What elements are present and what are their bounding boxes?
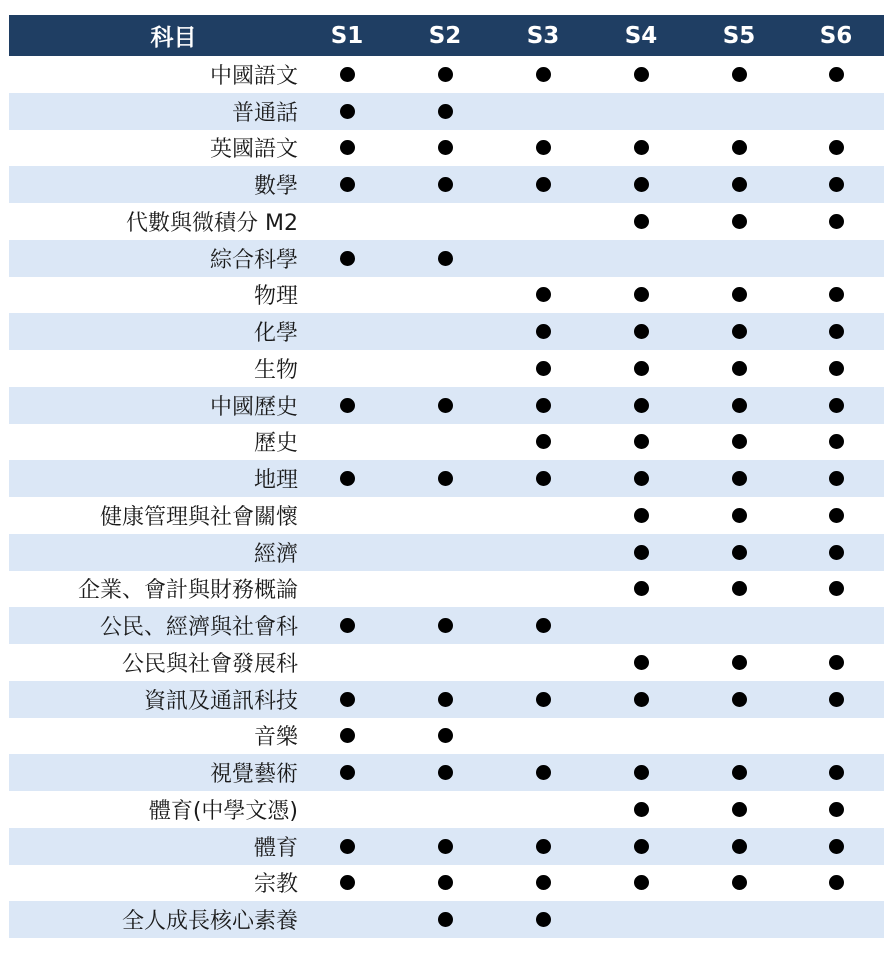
level-cell-s3 [494,912,592,927]
level-cell-s5 [690,545,788,560]
offered-dot-icon [634,545,649,560]
level-cell-s4 [592,67,690,82]
offered-dot-icon [829,140,844,155]
table-row [9,828,884,865]
level-cell-s5 [690,581,788,596]
table-row [9,203,884,240]
offered-dot-icon [732,214,747,229]
level-cell-s3 [494,398,592,413]
offered-dot-icon [438,140,453,155]
level-cell-s4 [592,875,690,890]
level-cell-s6 [788,361,884,376]
subject-name: 生物 [253,357,298,383]
offered-dot-icon [732,434,747,449]
offered-dot-icon [634,140,649,155]
subject-name: 音樂 [253,725,298,751]
level-cell-s5 [690,471,788,486]
level-cell-s6 [788,140,884,155]
level-cell-s5 [690,875,788,890]
table-row [9,718,884,755]
subject-name: 視覺藝術 [209,762,298,788]
offered-dot-icon [340,839,355,854]
column-header-s2: S2 [428,22,462,49]
level-cell-s6 [788,581,884,596]
offered-dot-icon [438,177,453,192]
table-row [9,754,884,791]
offered-dot-icon [536,398,551,413]
offered-dot-icon [634,802,649,817]
offered-dot-icon [829,324,844,339]
level-cell-s5 [690,361,788,376]
level-cell-s6 [788,875,884,890]
offered-dot-icon [829,177,844,192]
offered-dot-icon [536,140,551,155]
subject-name: 綜合科學 [209,247,298,273]
level-cell-s3 [494,324,592,339]
offered-dot-icon [634,875,649,890]
offered-dot-icon [732,802,747,817]
offered-dot-icon [438,692,453,707]
offered-dot-icon [732,765,747,780]
subject-name: 公民、經濟與社會科 [99,615,298,641]
level-cell-s1 [298,692,396,707]
offered-dot-icon [634,287,649,302]
offered-dot-icon [536,618,551,633]
level-cell-s5 [690,839,788,854]
level-cell-s2 [396,875,494,890]
offered-dot-icon [829,765,844,780]
subject-name: 經濟 [253,541,298,567]
table-row [9,865,884,902]
offered-dot-icon [829,655,844,670]
level-cell-s4 [592,692,690,707]
subject-name: 化學 [253,321,298,347]
subject-name: 中國歷史 [209,394,298,420]
level-cell-s6 [788,287,884,302]
level-cell-s6 [788,545,884,560]
level-cell-s2 [396,692,494,707]
level-cell-s1 [298,251,396,266]
level-cell-s3 [494,67,592,82]
table-row [9,166,884,203]
level-cell-s6 [788,839,884,854]
offered-dot-icon [536,287,551,302]
subject-name: 體育 [253,835,298,861]
subject-name: 歷史 [253,431,298,457]
offered-dot-icon [340,104,355,119]
level-cell-s2 [396,177,494,192]
level-cell-s4 [592,581,690,596]
level-cell-s4 [592,508,690,523]
offered-dot-icon [634,67,649,82]
offered-dot-icon [438,251,453,266]
offered-dot-icon [340,177,355,192]
subject-name: 全人成長核心素養 [121,909,298,935]
subject-name: 數學 [253,174,298,200]
offered-dot-icon [829,508,844,523]
subject-name: 宗教 [253,872,298,898]
level-cell-s2 [396,251,494,266]
offered-dot-icon [732,324,747,339]
table-row [9,350,884,387]
offered-dot-icon [340,140,355,155]
table-header [9,15,884,56]
level-cell-s5 [690,655,788,670]
offered-dot-icon [634,839,649,854]
level-cell-s3 [494,839,592,854]
table-row [9,424,884,461]
level-cell-s5 [690,692,788,707]
offered-dot-icon [732,581,747,596]
level-cell-s1 [298,875,396,890]
offered-dot-icon [340,398,355,413]
table-row [9,460,884,497]
level-cell-s6 [788,324,884,339]
level-cell-s3 [494,692,592,707]
level-cell-s5 [690,508,788,523]
offered-dot-icon [536,692,551,707]
level-cell-s4 [592,361,690,376]
level-cell-s6 [788,214,884,229]
offered-dot-icon [438,839,453,854]
level-cell-s1 [298,728,396,743]
level-cell-s1 [298,471,396,486]
offered-dot-icon [340,728,355,743]
offered-dot-icon [829,802,844,817]
level-cell-s5 [690,398,788,413]
table-row [9,313,884,350]
subject-name: 地理 [253,468,298,494]
level-cell-s1 [298,839,396,854]
level-cell-s2 [396,398,494,413]
offered-dot-icon [438,104,453,119]
table-row [9,240,884,277]
level-cell-s6 [788,177,884,192]
offered-dot-icon [340,618,355,633]
offered-dot-icon [732,692,747,707]
offered-dot-icon [732,177,747,192]
level-cell-s5 [690,214,788,229]
table-row [9,130,884,167]
offered-dot-icon [536,177,551,192]
level-cell-s1 [298,177,396,192]
table-row [9,497,884,534]
offered-dot-icon [634,692,649,707]
table-row [9,387,884,424]
offered-dot-icon [438,471,453,486]
offered-dot-icon [732,67,747,82]
column-header-s4: S4 [624,22,658,49]
level-cell-s1 [298,398,396,413]
offered-dot-icon [438,728,453,743]
column-header-s6: S6 [819,22,853,49]
offered-dot-icon [634,324,649,339]
subject-name: 健康管理與社會關懷 [99,504,298,530]
level-cell-s2 [396,104,494,119]
offered-dot-icon [634,214,649,229]
offered-dot-icon [732,361,747,376]
offered-dot-icon [536,361,551,376]
level-cell-s5 [690,434,788,449]
level-cell-s4 [592,802,690,817]
level-cell-s4 [592,398,690,413]
offered-dot-icon [536,434,551,449]
level-cell-s2 [396,912,494,927]
level-cell-s4 [592,287,690,302]
level-cell-s6 [788,655,884,670]
offered-dot-icon [340,765,355,780]
table-row [9,571,884,608]
level-cell-s2 [396,67,494,82]
level-cell-s2 [396,728,494,743]
offered-dot-icon [438,912,453,927]
level-cell-s1 [298,765,396,780]
column-header-s1: S1 [330,22,364,49]
level-cell-s2 [396,471,494,486]
column-header-s5: S5 [722,22,756,49]
subject-name: 資訊及通訊科技 [143,688,298,714]
table-row [9,56,884,93]
level-cell-s6 [788,508,884,523]
offered-dot-icon [340,875,355,890]
offered-dot-icon [536,912,551,927]
offered-dot-icon [732,655,747,670]
offered-dot-icon [829,361,844,376]
offered-dot-icon [536,471,551,486]
level-cell-s6 [788,398,884,413]
subject-column-header: 科目 [150,25,197,51]
offered-dot-icon [634,361,649,376]
level-cell-s4 [592,140,690,155]
offered-dot-icon [634,471,649,486]
level-cell-s6 [788,434,884,449]
table-body [9,56,884,938]
subject-name: 中國語文 [209,63,298,89]
offered-dot-icon [340,471,355,486]
level-cell-s1 [298,67,396,82]
subject-name: 企業、會計與財務概論 [77,578,298,604]
subject-name: 體育(中學文憑) [148,798,298,824]
offered-dot-icon [634,765,649,780]
level-cell-s4 [592,434,690,449]
level-cell-s3 [494,471,592,486]
offered-dot-icon [732,875,747,890]
offered-dot-icon [536,324,551,339]
offered-dot-icon [829,214,844,229]
level-cell-s3 [494,875,592,890]
level-cell-s5 [690,765,788,780]
level-cell-s1 [298,618,396,633]
level-cell-s5 [690,177,788,192]
level-cell-s4 [592,471,690,486]
level-cell-s4 [592,545,690,560]
offered-dot-icon [634,581,649,596]
offered-dot-icon [732,287,747,302]
level-cell-s4 [592,324,690,339]
offered-dot-icon [829,287,844,302]
subject-name: 英國語文 [209,137,298,163]
offered-dot-icon [732,508,747,523]
column-header-s3: S3 [526,22,560,49]
table-row [9,681,884,718]
subject-name: 物理 [253,284,298,310]
offered-dot-icon [732,839,747,854]
level-cell-s5 [690,287,788,302]
offered-dot-icon [340,692,355,707]
level-cell-s3 [494,140,592,155]
offered-dot-icon [732,545,747,560]
level-cell-s2 [396,765,494,780]
offered-dot-icon [829,398,844,413]
offered-dot-icon [634,177,649,192]
table-row [9,277,884,314]
offered-dot-icon [829,839,844,854]
table-row [9,534,884,571]
level-cell-s6 [788,802,884,817]
level-cell-s3 [494,618,592,633]
level-cell-s2 [396,140,494,155]
level-cell-s5 [690,140,788,155]
subject-name: 代數與微積分 M2 [126,210,298,236]
level-cell-s4 [592,655,690,670]
level-cell-s4 [592,214,690,229]
table-row [9,607,884,644]
offered-dot-icon [634,655,649,670]
offered-dot-icon [438,398,453,413]
offered-dot-icon [438,618,453,633]
offered-dot-icon [438,765,453,780]
level-cell-s4 [592,839,690,854]
subject-name: 公民與社會發展科 [121,651,298,677]
offered-dot-icon [536,839,551,854]
offered-dot-icon [634,508,649,523]
table-row [9,791,884,828]
offered-dot-icon [829,545,844,560]
level-cell-s6 [788,692,884,707]
level-cell-s5 [690,324,788,339]
level-cell-s6 [788,67,884,82]
offered-dot-icon [634,434,649,449]
level-cell-s3 [494,434,592,449]
subject-name: 普通話 [231,100,298,126]
level-cell-s3 [494,287,592,302]
level-cell-s3 [494,361,592,376]
offered-dot-icon [829,471,844,486]
offered-dot-icon [732,140,747,155]
table-row [9,901,884,938]
level-cell-s2 [396,839,494,854]
offered-dot-icon [536,67,551,82]
offered-dot-icon [829,67,844,82]
offered-dot-icon [829,875,844,890]
offered-dot-icon [340,251,355,266]
offered-dot-icon [829,434,844,449]
level-cell-s5 [690,802,788,817]
level-cell-s2 [396,618,494,633]
offered-dot-icon [438,875,453,890]
table-row [9,93,884,130]
offered-dot-icon [732,398,747,413]
offered-dot-icon [829,581,844,596]
offered-dot-icon [536,765,551,780]
offered-dot-icon [829,692,844,707]
level-cell-s1 [298,104,396,119]
level-cell-s6 [788,471,884,486]
subject-table [9,15,884,938]
level-cell-s4 [592,765,690,780]
level-cell-s5 [690,67,788,82]
offered-dot-icon [438,67,453,82]
level-cell-s6 [788,765,884,780]
offered-dot-icon [634,398,649,413]
level-cell-s4 [592,177,690,192]
table-row [9,644,884,681]
offered-dot-icon [732,471,747,486]
level-cell-s3 [494,177,592,192]
offered-dot-icon [340,67,355,82]
level-cell-s3 [494,765,592,780]
level-cell-s1 [298,140,396,155]
offered-dot-icon [536,875,551,890]
